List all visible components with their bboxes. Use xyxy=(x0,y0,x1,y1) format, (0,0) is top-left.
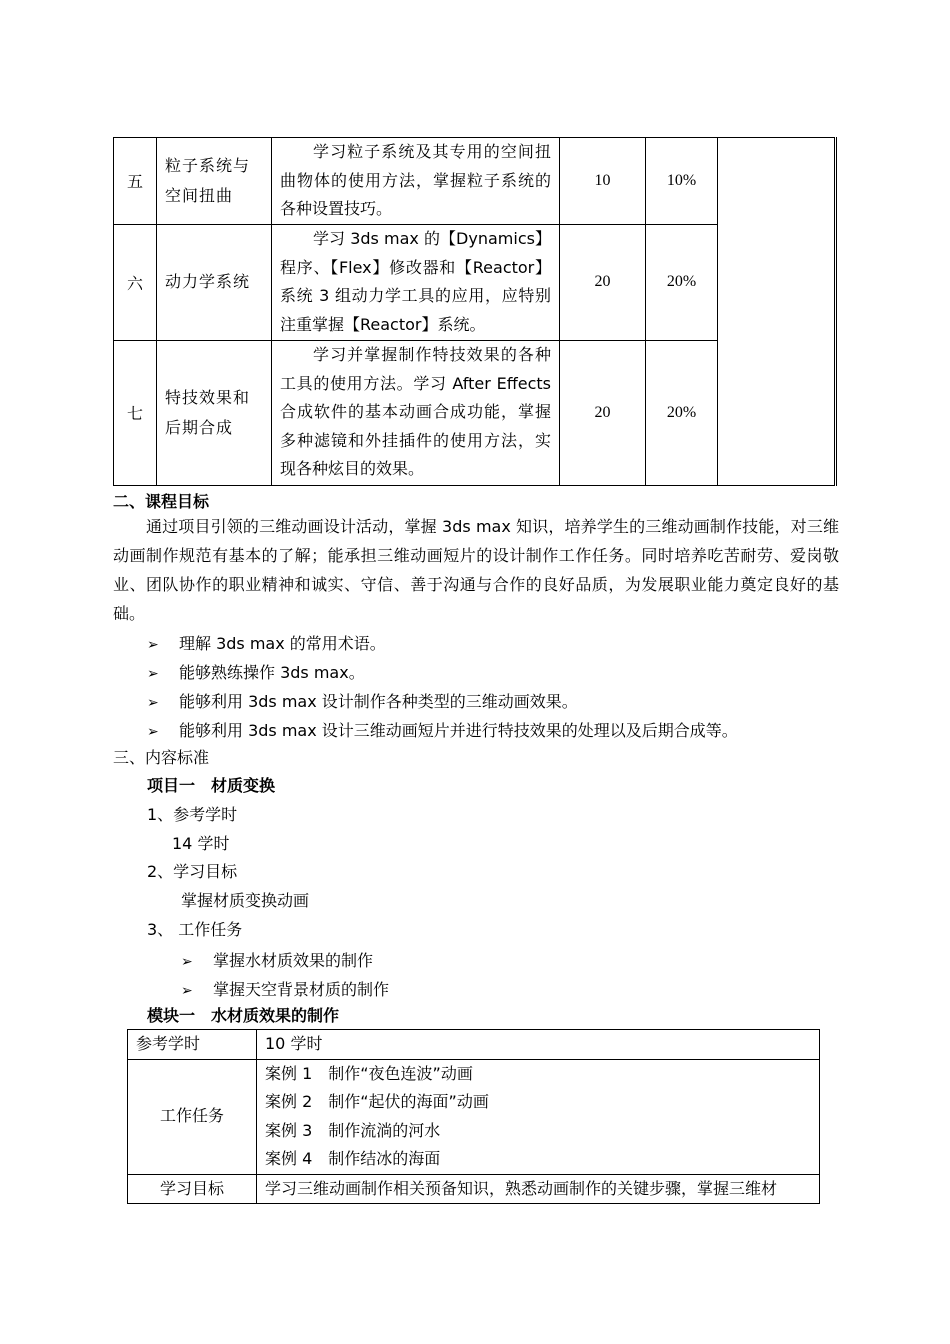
unit-hours: 20 xyxy=(560,224,646,340)
section-heading-goals: 二、课程目标 xyxy=(113,492,210,511)
arrow-bullet-icon: ➢ xyxy=(181,983,193,999)
project-title: 项目一 材质变换 xyxy=(147,776,276,795)
hours-label: 参考学时 xyxy=(128,1030,257,1060)
unit-description: 学习并掌握制作特技效果的各种工具的使用方法。学习 After Effects 合成软件的基本动画合成功能，掌握多种滤镜和外挂插件的使用方法，实现各种炫目的效果。 xyxy=(280,345,551,479)
module-table xyxy=(127,1029,820,1204)
course-units-table xyxy=(113,137,837,486)
module-title: 模块一 水材质效果的制作 xyxy=(147,1006,340,1025)
item-label: 1、参考学时 xyxy=(147,805,238,824)
section-heading-content: 三、内容标准 xyxy=(113,748,210,767)
list-item: ➢ 能够熟练操作 3ds max。 xyxy=(147,663,365,682)
unit-number: 七 xyxy=(114,340,157,485)
unit-name: 特技效果和后期合成 xyxy=(157,340,272,485)
arrow-bullet-icon: ➢ xyxy=(181,954,193,970)
unit-description: 学习 3ds max 的【Dynamics】程序、【Flex】修改器和【Reactor】系统 3 组动力学工具的应用，应特别注重掌握【Reactor】系统。 xyxy=(280,229,551,334)
tasks-label: 工作任务 xyxy=(128,1059,257,1174)
unit-number: 五 xyxy=(114,138,157,225)
goal-value: 学习三维动画制作相关预备知识，熟悉动画制作的关键步骤，掌握三维材 xyxy=(257,1174,820,1204)
arrow-bullet-icon: ➢ xyxy=(147,637,159,653)
table-row xyxy=(114,138,836,225)
arrow-bullet-icon: ➢ xyxy=(147,695,159,711)
unit-description: 学习粒子系统及其专用的空间扭曲物体的使用方法，掌握粒子系统的各种设置技巧。 xyxy=(280,142,551,218)
unit-percent: 20% xyxy=(646,340,718,485)
table-row xyxy=(128,1030,820,1060)
unit-percent: 20% xyxy=(646,224,718,340)
list-item: ➢ 掌握天空背景材质的制作 xyxy=(181,980,390,999)
case-item: 案例 1 制作“夜色连波”动画 xyxy=(265,1063,473,1083)
list-item: ➢ 能够利用 3ds max 设计制作各种类型的三维动画效果。 xyxy=(147,692,578,711)
unit-hours: 20 xyxy=(560,340,646,485)
item-label: 3、 工作任务 xyxy=(147,920,243,939)
case-item: 案例 4 制作结冰的海面 xyxy=(265,1149,441,1168)
list-item: ➢ 掌握水材质效果的制作 xyxy=(181,951,374,970)
table-row xyxy=(128,1174,820,1204)
case-item: 案例 3 制作流淌的河水 xyxy=(265,1120,441,1140)
list-item: ➢ 理解 3ds max 的常用术语。 xyxy=(147,634,386,653)
list-item: ➢ 能够利用 3ds max 设计三维动画短片并进行特技效果的处理以及后期合成等。 xyxy=(147,721,738,740)
item-value: 14 学时 xyxy=(172,834,230,853)
unit-percent: 10% xyxy=(646,138,718,225)
unit-number: 六 xyxy=(114,224,157,340)
case-item: 案例 2 制作“起伏的海面”动画 xyxy=(265,1092,489,1111)
unit-name: 粒子系统与空间扭曲 xyxy=(157,138,272,225)
table-row xyxy=(128,1059,820,1174)
unit-name: 动力学系统 xyxy=(157,224,272,340)
arrow-bullet-icon: ➢ xyxy=(147,666,159,682)
arrow-bullet-icon: ➢ xyxy=(147,724,159,740)
goal-label: 学习目标 xyxy=(128,1174,257,1204)
item-label: 2、学习目标 xyxy=(147,862,238,881)
item-value: 掌握材质变换动画 xyxy=(181,891,310,910)
goals-paragraph: 通过项目引领的三维动画设计活动，掌握 3ds max 知识，培养学生的三维动画制作技能，对三维动画制作规范有基本的了解；能承担三维动画短片的设计制作工作任务。同时培养吃苦耐劳、爱岗敬业、团队协作的职业精神和诚实、守信、善于沟通与合作的良好品质，为发展职业能力奠定良好的基础。 xyxy=(113,517,839,623)
remarks-cell xyxy=(718,138,836,486)
cases-cell xyxy=(257,1059,820,1174)
unit-hours: 10 xyxy=(560,138,646,225)
hours-value: 10 学时 xyxy=(257,1030,820,1060)
